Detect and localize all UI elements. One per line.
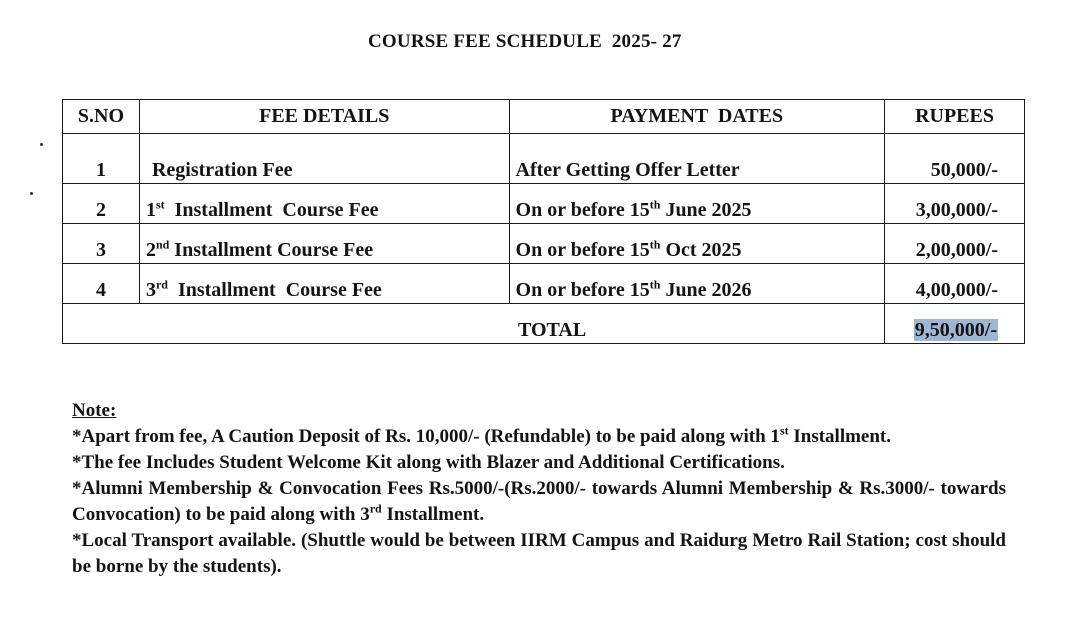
cell-payment-date bbox=[509, 134, 885, 184]
table-row bbox=[63, 264, 1025, 304]
fee-schedule-table bbox=[62, 99, 1025, 344]
scan-speck bbox=[30, 192, 33, 195]
cell-fee-details bbox=[139, 184, 509, 224]
cell-total-spacer bbox=[63, 304, 510, 344]
date-suffix: th bbox=[649, 277, 661, 292]
fee-ordinal: 2 bbox=[145, 239, 156, 261]
cell-payment-date bbox=[509, 184, 885, 224]
note-text: *Apart from fee, A Caution Deposit of Rs. 10,000/- (Refundable) to be paid along with 1 bbox=[72, 426, 780, 447]
note-text: *Alumni Membership & Convocation Fees Rs.5000/-(Rs.2000/- towards Alumni Membership & Rs.3000/- towards Convocation) to be paid along with 3 bbox=[72, 478, 1006, 525]
fee-ordinal: 1 bbox=[145, 199, 156, 221]
fee-text: Installment Course Fee bbox=[169, 239, 374, 261]
note-text-end: Installment. bbox=[381, 504, 485, 525]
document-title: COURSE FEE SCHEDULE 2025- 27 bbox=[368, 31, 682, 52]
cell-rupees: 3,00,000/- bbox=[885, 184, 1025, 224]
header-sno: S.NO bbox=[63, 100, 140, 134]
cell-rupees: 2,00,000/- bbox=[885, 224, 1025, 264]
notes-section bbox=[72, 398, 1006, 580]
fee-ordinal-suffix: nd bbox=[155, 237, 170, 252]
cell-fee-details bbox=[139, 264, 509, 304]
cell-fee-details bbox=[139, 224, 509, 264]
header-fee-details: FEE DETAILS bbox=[139, 100, 509, 134]
note-text-end: Installment. bbox=[788, 426, 892, 447]
table-row bbox=[63, 184, 1025, 224]
fee-ordinal-suffix: st bbox=[155, 197, 165, 212]
cell-sno: 1 bbox=[63, 134, 140, 184]
note-item bbox=[72, 476, 1006, 528]
header-rupees-label: RUPEES bbox=[915, 104, 994, 127]
date-text-end: Oct 2025 bbox=[660, 239, 742, 261]
cell-sno: 3 bbox=[63, 224, 140, 264]
notes-heading: Note: bbox=[72, 400, 117, 421]
cell-total-value bbox=[885, 304, 1025, 344]
cell-rupees: 50,000/- bbox=[885, 134, 1025, 184]
date-text-end: June 2026 bbox=[660, 279, 752, 301]
date-text: On or before 15 bbox=[515, 279, 650, 301]
header-payment-dates bbox=[509, 100, 885, 134]
note-ordinal-suffix: rd bbox=[369, 501, 382, 516]
fee-ordinal-suffix: rd bbox=[155, 277, 168, 292]
table-row bbox=[63, 224, 1025, 264]
header-payment-dates-label: PAYMENT DATES bbox=[610, 104, 784, 127]
fee-text: Registration Fee bbox=[151, 159, 293, 181]
fee-text: Installment Course Fee bbox=[167, 279, 382, 301]
cell-payment-date bbox=[509, 224, 885, 264]
date-text: On or before 15 bbox=[515, 239, 650, 261]
table-header-row bbox=[63, 100, 1025, 134]
total-label: TOTAL bbox=[509, 304, 885, 344]
fee-text: Installment Course Fee bbox=[164, 199, 379, 221]
table-row bbox=[63, 134, 1025, 184]
cell-sno: 4 bbox=[63, 264, 140, 304]
cell-payment-date bbox=[509, 264, 885, 304]
note-item bbox=[72, 528, 1006, 580]
total-value: 9,50,000/- bbox=[914, 319, 997, 341]
note-text: *The fee Includes Student Welcome Kit along with Blazer and Additional Certifications. bbox=[72, 452, 785, 473]
note-item bbox=[72, 424, 1006, 450]
note-item bbox=[72, 450, 1006, 476]
cell-rupees: 4,00,000/- bbox=[885, 264, 1025, 304]
date-text-end: June 2025 bbox=[660, 199, 752, 221]
date-suffix: th bbox=[649, 237, 661, 252]
date-text: After Getting Offer Letter bbox=[515, 159, 740, 181]
cell-fee-details bbox=[139, 134, 509, 184]
note-text: *Local Transport available. (Shuttle would be between IIRM Campus and Raidurg Metro Rail Station; cost should be borne by the students). bbox=[72, 530, 1006, 577]
fee-ordinal: 3 bbox=[145, 279, 156, 301]
scan-speck bbox=[40, 143, 43, 146]
header-rupees bbox=[885, 100, 1025, 134]
cell-sno: 2 bbox=[63, 184, 140, 224]
table-total-row bbox=[63, 304, 1025, 344]
date-suffix: th bbox=[649, 197, 661, 212]
date-text: On or before 15 bbox=[515, 199, 650, 221]
note-ordinal-suffix: st bbox=[779, 423, 789, 438]
